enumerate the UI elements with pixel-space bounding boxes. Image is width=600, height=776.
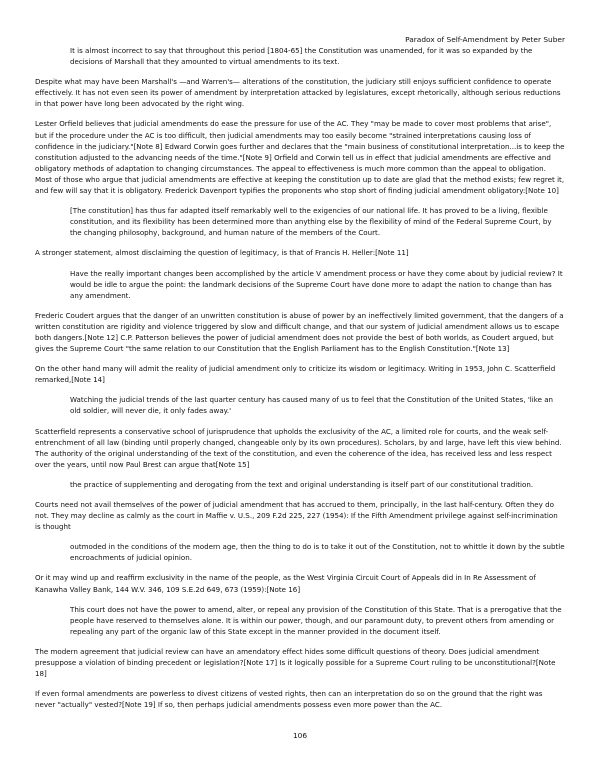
block-quote-marshall: It is almost incorrect to say that throughout this period [1804-65] the Constitution was unamended, for it was so expanded by the decisions of Marshall that they amounted to virtual amendments to its text. — [70, 46, 533, 67]
paragraph-heller-intro: A stronger statement, almost disclaiming the question of legitimacy, is that of Francis H. Heller:[Note 11] — [35, 248, 409, 258]
block-quote-heller: Have the really important changes been accomplished by the article V amendment process or have they come about by judicial review? It would be idle to argue the point: the landmark decisions of the Supreme Court have done more to adapt the nation to change than has any amendment. — [70, 268, 563, 300]
paragraph-orfield-corwin: Lester Orfield believes that judicial amendments do ease the pressure for use of the AC. They "may be made to cover most problems that arise", but if the procedure under the AC is too difficult, then judicial amendments may too easily become "strained interpretations causing loss of confidence in the judiciary."[Note 8] Edward Corwin goes further and declares that the "main business of constitutional interpretation...is to keep the constitution adjusted to the advancing needs of the time."[Note 9] Orfield and Corwin tell us in effect that judicial amendments are effective and obligatory methods of adaptation to changing circumstances. The appeal to effectiveness is much more common than the appeal to obligation. Most of those who argue that judicial amendments are effective at keeping the constitution up to date are glad that the method exists; few regret it, and few will say that it is obligatory. Frederick Davenport typifies the proponents who stop short of finding judicial amendment obligatory:[Note 10] — [35, 119, 565, 196]
block-quote-davenport: [The constitution] has thus far adapted itself remarkably well to the exigencies of our national life. It has proved to be a living, flexible constitution, and its flexibility has been determined more than anything else by the flexibility of mind of the Federal Supreme Court, by the changing philosophy, background, and human nature of the members of the Court. — [70, 206, 552, 238]
running-header: Paradox of Self-Amendment by Peter Suber — [405, 35, 565, 44]
paragraph-judiciary-confidence: Despite what may have been Marshall's —and Warren's— alterations of the constitution, the judiciary still enjoys sufficient confidence to operate effectively. It has not even seen its power of amendment by interpretation attacked by legislatures, except rhetorically, although serious reductions in that power have long been advocated by the right wing. — [35, 77, 561, 109]
block-quote-brest: the practice of supplementing and derogating from the text and original understanding is itself part of our constitutional tradition. — [70, 479, 534, 489]
paragraph-kanawha-intro: Or it may wind up and reaffirm exclusivity in the name of the people, as the West Virginia Circuit Court of Appeals did in In Re Assessment of Kanawha Valley Bank, 144 W.V. 346, 109 S.E.2d 649, 673 (1959):[Note 16] — [35, 573, 536, 594]
block-quote-kanawha: This court does not have the power to amend, alter, or repeal any provision of the Constitution of this State. That is a prerogative that the people have reserved to themselves alone. It is within our power, though, and our paramount duty, to prevent others from amending or repealing any part of the organic law of this State except in the manner provided in the document itself. — [70, 604, 562, 636]
block-quote-maffie: outmoded in the conditions of the modern age, then the thing to do is to take it out of the Constitution, not to whittle it down by the subtle encroachments of judicial opinion. — [70, 542, 565, 563]
page-number: 106 — [292, 731, 308, 740]
paragraph-coudert-patterson: Frederic Coudert argues that the danger of an unwritten constitution is abuse of power by an ineffectively limited government, that the dangers of a written constitution are rigidity and violence triggered by slow and difficult change, and that our system of judicial amendment allows us to escape both dangers.[Note 12] C.P. Patterson believes the power of judicial amendment does not provide the best of both worlds, as Coudert argued, but gives the Supreme Court "the same relation to our Constitution that the English Parliament has to the English Constitution."[Note 13] — [35, 310, 564, 354]
paragraph-vested-rights: If even formal amendments are powerless to divest citizens of vested rights, then can an interpretation do so on the ground that the right was never "actually" vested?[Note 19] If so, then perhaps judicial amendments possess even more power than the AC. — [35, 689, 543, 710]
paragraph-modern-agreement: The modern agreement that judicial review can have an amendatory effect hides some difficult questions of theory. Does judicial amendment presuppose a violation of binding precedent or legislation?[Note 17] Is it logically possible for a Supreme Court ruling to be unconstitutional?[Note 18] — [35, 646, 556, 679]
paragraph-scatterfield-school: Scatterfield represents a conservative school of jurisprudence that upholds the exclusivity of the AC, a limited role for courts, and the weak self-entrenchment of all law (binding until properly changed, changeable only by its own procedures). Scholars, by and large, have left this view behind. The authority of the original understanding of the text of the constitution, and even the coherence of the idea, has received less and less respect over the years, until now Paul Brest can argue that[Note 15] — [35, 426, 562, 469]
block-quote-scatterfield: Watching the judicial trends of the last quarter century has caused many of us to feel that the Constitution of the United States, 'like an old soldier, will never die, it only fades away.' — [70, 395, 554, 416]
paragraph-maffie: Courts need not avail themselves of the power of judicial amendment that has accrued to them, principally, in the last half-century. Often they do not. They may decline as calmly as the court in Maffie v. U.S., 209 F.2d 225, 227 (1954): If the Fifth Amendment privilege against self-incrimination is thought — [35, 500, 558, 532]
document-body — [35, 45, 565, 719]
paragraph-scatterfield-intro: On the other hand many will admit the reality of judicial amendment only to criticize its wisdom or legitimacy. Writing in 1953, John C. Scatterfield remarked,[Note 14] — [35, 364, 556, 385]
